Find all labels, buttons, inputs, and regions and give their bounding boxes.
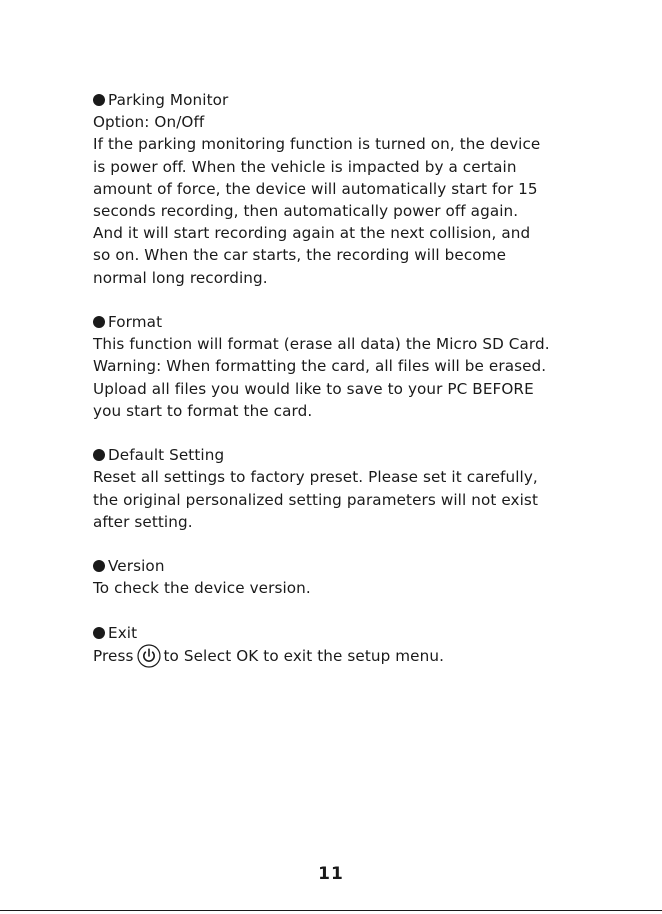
body-line: after setting. — [93, 512, 193, 531]
section-format — [93, 311, 603, 422]
bullet-icon — [93, 560, 105, 572]
section-heading: Version — [93, 555, 603, 577]
body-line: is power off. When the vehicle is impacted by a certain — [93, 157, 517, 176]
body-line: normal long recording. — [93, 268, 268, 287]
section-version — [93, 555, 603, 599]
section-parking-monitor — [93, 89, 603, 289]
bullet-icon — [93, 449, 105, 461]
option-line: Option: On/Off — [93, 113, 205, 132]
section-heading: Exit — [93, 622, 603, 644]
power-icon — [137, 644, 161, 668]
body-line: Warning: When formatting the card, all files will be erased. — [93, 357, 547, 376]
page-number: 11 — [318, 864, 344, 884]
body-line: the original personalized setting parameters will not exist — [93, 490, 538, 509]
body-line: This function will format (erase all data) the Micro SD Card. — [93, 335, 550, 354]
body-line: Reset all settings to factory preset. Please set it carefully, — [93, 468, 538, 487]
body-line: And it will start recording again at the next collision, and — [93, 224, 531, 243]
bullet-icon — [93, 316, 105, 328]
body-line: you start to format the card. — [93, 401, 313, 420]
exit-instruction: Press to Select OK to exit the setup menu. — [93, 644, 603, 668]
manual-content — [93, 89, 603, 690]
body-line: seconds recording, then automatically power off again. — [93, 202, 519, 221]
bullet-icon — [93, 627, 105, 639]
bottom-divider — [0, 910, 662, 911]
body-line: Upload all files you would like to save to your PC BEFORE — [93, 379, 534, 398]
body-line: To check the device version. — [93, 579, 311, 598]
section-heading: Format — [93, 311, 603, 333]
bullet-icon — [93, 94, 105, 106]
section-heading: Default Setting — [93, 444, 603, 466]
section-heading: Parking Monitor — [93, 89, 603, 111]
section-exit — [93, 622, 603, 668]
section-default-setting — [93, 444, 603, 533]
body-line: amount of force, the device will automatically start for 15 — [93, 179, 538, 198]
body-line: If the parking monitoring function is turned on, the device — [93, 135, 541, 154]
body-line: so on. When the car starts, the recording will become — [93, 246, 507, 265]
